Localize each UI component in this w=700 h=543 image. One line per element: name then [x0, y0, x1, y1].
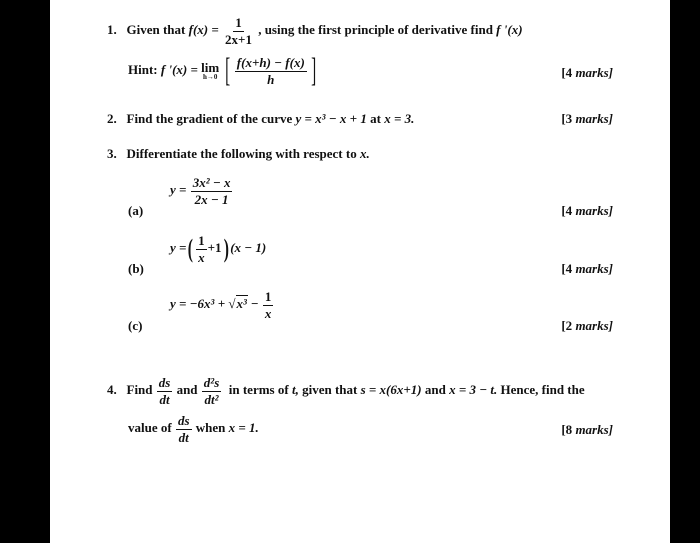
q3c-denominator: x [264, 305, 272, 321]
q4-dt-2: dt [178, 429, 189, 445]
q4-value-of: value of [128, 420, 172, 436]
q3-number: 3. [107, 146, 117, 161]
q4-d2s: d²s [203, 375, 220, 390]
q3c-minus: − [251, 296, 259, 312]
q3b-label: (b) [128, 261, 144, 276]
q4-terms: in terms of [228, 382, 289, 398]
q4-x-expression: x = 3 − t. [449, 382, 498, 398]
q2-marks-word: marks] [575, 111, 613, 126]
q3c-lhs: y = −6x³ + [170, 296, 226, 312]
q1-hint-lim-sub: h→0 [202, 73, 218, 82]
q1-hint-lim-text: lim [201, 60, 220, 76]
q3-variable: x. [359, 146, 370, 161]
q3-text: Differentiate the following with respect to [126, 146, 357, 161]
q3a-label: (a) [128, 203, 144, 218]
q2-at: at [370, 111, 381, 126]
q2-point: x = 3. [384, 111, 415, 126]
q2-number: 2. [107, 111, 117, 126]
q4-ds-dt-2 [176, 414, 192, 444]
q4-dt: dt [159, 391, 170, 407]
q1-hint-label: Hint: [128, 62, 158, 78]
q1-fraction [223, 16, 254, 46]
sqrt-symbol: √ [228, 296, 236, 312]
q1-fraction-numerator: 1 [235, 15, 242, 30]
q3c-numerator: 1 [264, 289, 272, 304]
q1-marks [561, 65, 613, 81]
q4-when-expression: x = 1. [228, 420, 259, 436]
q2-text: Find the gradient of the curve [126, 111, 293, 126]
q2-expression: y = x³ − x + 1 [295, 111, 367, 126]
q3c-sqrt-radicand: x³ [236, 296, 247, 312]
left-bracket: [ [225, 52, 231, 90]
q4-find: Find [126, 382, 153, 398]
q3a-marks [561, 203, 613, 219]
q3b-lhs: y = [170, 240, 187, 256]
q3b-expression [170, 234, 266, 264]
q4-line [107, 376, 585, 406]
q1-hint-denominator: h [267, 71, 275, 87]
q1-hint-numerator: f(x+h) − f(x) [236, 55, 305, 70]
q3a-marks-num: [4 [561, 203, 573, 218]
q4-ds: ds [158, 375, 171, 390]
q4-given: given that [302, 382, 358, 398]
q4-marks-word: marks] [575, 422, 613, 437]
q3a-fraction [191, 176, 233, 206]
q2-marks-num: [3 [561, 111, 573, 126]
q4-hence: Hence, find the [500, 382, 585, 398]
q3b-denominator: x [198, 249, 205, 265]
q1-lead: Given that [126, 22, 186, 38]
q3a-denominator: 2x − 1 [194, 191, 229, 207]
q2-marks [561, 111, 613, 127]
right-bracket: ] [310, 52, 316, 90]
q3b-marks-word: marks] [575, 261, 613, 276]
q3b-marks [561, 261, 613, 277]
q1-marks-word: marks] [575, 65, 613, 80]
q1-hint [128, 52, 319, 90]
q3a-expression [170, 176, 233, 206]
q4-dt2: dt² [204, 391, 219, 407]
q1-tail: , using the first principle of derivative find [258, 22, 493, 38]
q4-ds-dt [157, 376, 173, 406]
q1-hint-limit [201, 61, 219, 81]
q4-s-expression: s = x(6x+1) [360, 382, 422, 398]
q4-d2s-dt2 [202, 376, 221, 406]
worksheet-page [50, 0, 670, 543]
q3c-fraction [263, 290, 274, 320]
q3-line [107, 146, 370, 162]
q1-hint-fraction [235, 56, 307, 86]
q1-target: f '(x) [496, 22, 523, 38]
q4-line2 [128, 414, 259, 444]
q3c-marks-word: marks] [575, 318, 613, 333]
q3b-numerator: 1 [198, 233, 205, 248]
q4-when: when [195, 420, 226, 436]
q4-and: and [176, 382, 198, 398]
q3a-numerator: 3x² − x [192, 175, 231, 190]
q4-and2: and [424, 382, 446, 398]
q1-marks-num: [4 [561, 65, 573, 80]
q1-line [107, 16, 523, 46]
left-paren: ( [188, 234, 194, 264]
q4-ds-2: ds [177, 413, 190, 428]
q3c-label: (c) [128, 318, 143, 333]
q1-function: f(x) = [188, 22, 219, 38]
q4-t: t, [291, 382, 299, 398]
q3a-lhs: y = [170, 182, 187, 198]
q3c-marks-num: [2 [561, 318, 573, 333]
q4-number: 4. [107, 382, 117, 398]
q2-line [107, 111, 414, 127]
right-paren: ) [223, 234, 229, 264]
q1-hint-lhs: f '(x) = [160, 62, 198, 78]
q1-fraction-denominator: 2x+1 [225, 31, 252, 47]
q3c-marks [561, 318, 613, 334]
q3b-marks-num: [4 [561, 261, 573, 276]
q3a-marks-word: marks] [575, 203, 613, 218]
q3b-fraction [196, 234, 207, 264]
q3c-expression [170, 290, 274, 320]
q4-marks [561, 422, 613, 438]
q3b-plus-one: +1 [207, 240, 222, 256]
q1-number: 1. [107, 22, 117, 38]
q3b-rest: (x − 1) [230, 240, 267, 256]
q4-marks-num: [8 [561, 422, 573, 437]
